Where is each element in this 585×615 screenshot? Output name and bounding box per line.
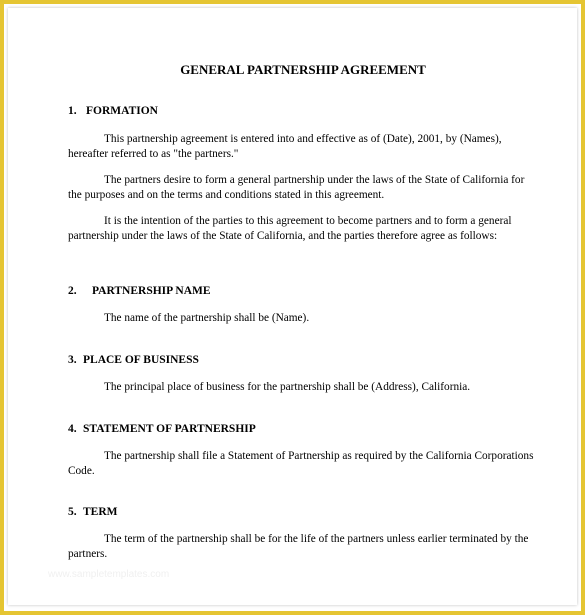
paragraph: The name of the partnership shall be (Name). xyxy=(104,312,310,324)
document-page xyxy=(8,8,577,605)
section-heading-term xyxy=(68,505,118,520)
watermark-text: www.sampletemplates.com xyxy=(48,569,170,580)
section-title: TERM xyxy=(83,506,118,518)
section-number: 2. xyxy=(68,285,77,297)
paragraph: The partners desire to form a general partnership under the laws of the State of California for the purposes and on the terms and conditions stated in this agreement. xyxy=(68,174,525,201)
section-title: PARTNERSHIP NAME xyxy=(92,285,211,297)
paragraph: The partnership shall file a Statement of Partnership as required by the California Corporations Code. xyxy=(68,450,534,477)
paragraph: This partnership agreement is entered into and effective as of (Date), 2001, by (Names), hereafter referred to as "the partners." xyxy=(68,133,502,160)
section-number: 5. xyxy=(68,506,77,518)
section-title: PLACE OF BUSINESS xyxy=(83,354,199,366)
section-heading-place-of-business xyxy=(68,353,199,368)
paragraph: It is the intention of the parties to this agreement to become partners and to form a general partnership under the laws of the State of California, and the parties therefore agree as follows: xyxy=(68,215,512,242)
section-title: STATEMENT OF PARTNERSHIP xyxy=(83,423,256,435)
section-title: FORMATION xyxy=(86,105,158,117)
section-heading-partnership-name xyxy=(68,284,211,299)
section-number: 4. xyxy=(68,423,77,435)
section-heading-statement-of-partnership xyxy=(68,422,256,437)
section-number: 1. xyxy=(68,105,77,117)
section-heading-formation xyxy=(68,104,158,119)
paragraph: The term of the partnership shall be for the life of the partners unless earlier terminated by the partners. xyxy=(68,533,529,560)
paragraph: The principal place of business for the partnership shall be (Address), California. xyxy=(104,381,471,393)
section-number: 3. xyxy=(68,354,77,366)
document-title: GENERAL PARTNERSHIP AGREEMENT xyxy=(180,62,426,77)
